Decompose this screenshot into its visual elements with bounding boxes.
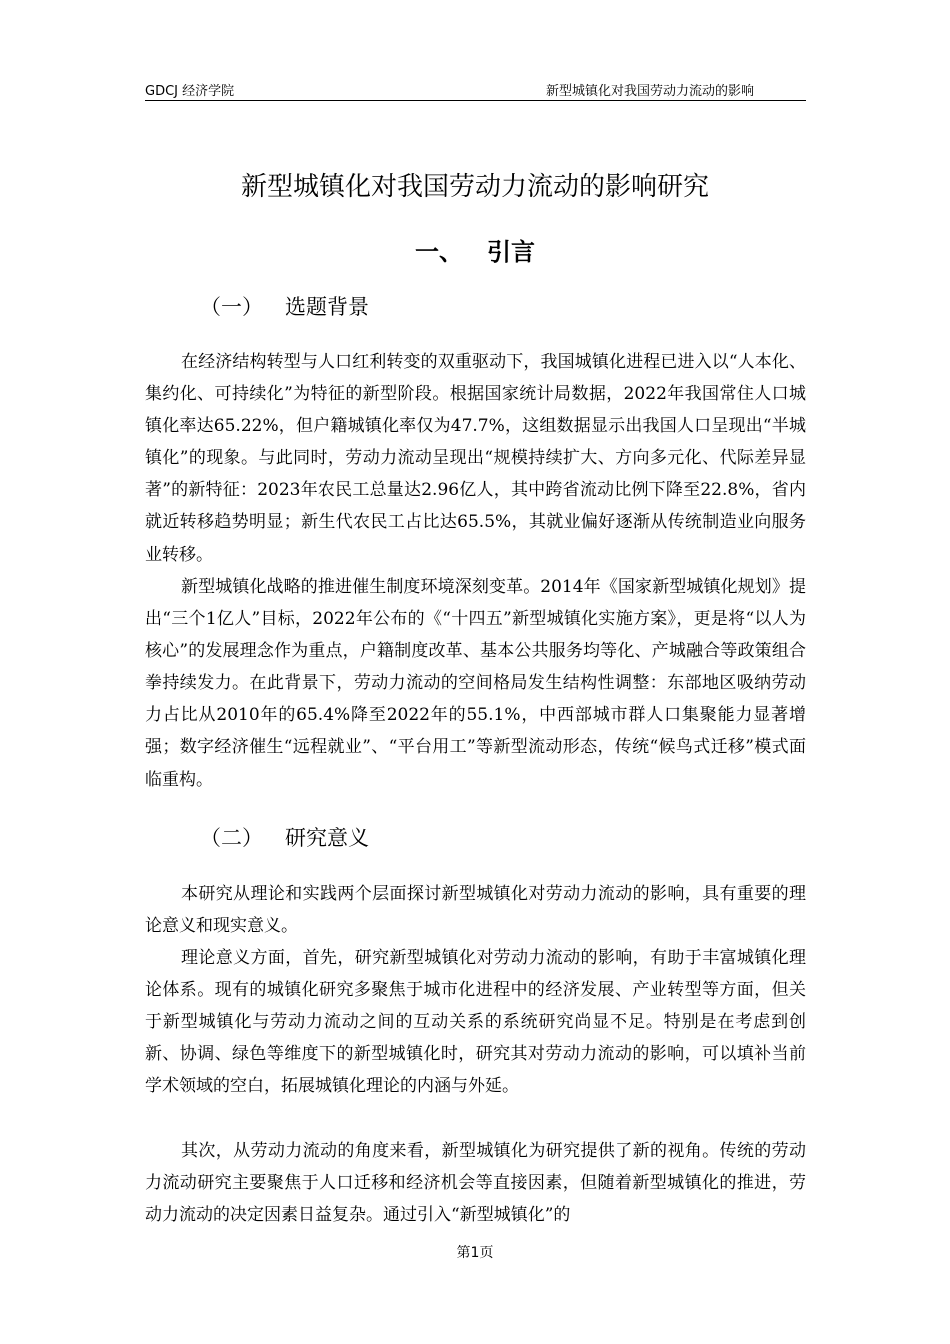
document-title: 新型城镇化对我国劳动力流动的影响研究 <box>240 172 709 202</box>
subsection-number: （二） <box>200 826 263 850</box>
section-heading <box>0 232 950 267</box>
section-title: 引言 <box>487 238 535 266</box>
subsection-heading-significance <box>200 822 369 852</box>
subsection-title: 选题背景 <box>285 295 369 319</box>
header-school: GDCJ 经济学院 <box>145 84 235 99</box>
paragraph-significance-3: 其次，从劳动力流动的角度来看，新型城镇化为研究提供了新的视角。传统的劳动力流动研究主要聚焦于人口迁移和经济机会等直接因素，但随着新型城镇化的推进，劳动力流动的决定因素日益复杂。通过引入“新型城镇化”的 <box>145 1141 806 1226</box>
paragraph-significance-2: 理论意义方面，首先，研究新型城镇化对劳动力流动的影响，有助于丰富城镇化理论体系。现有的城镇化研究多聚焦于城市化进程中的经济发展、产业转型等方面，但关于新型城镇化与劳动力流动之间的互动关系的系统研究尚显不足。特别是在考虑到创新、协调、绿色等维度下的新型城镇化时，研究其对劳动力流动的影响，可以填补当前学术领域的空白，拓展城镇化理论的内涵与外延。 <box>145 948 806 1097</box>
subsection-heading-background <box>200 291 369 321</box>
paragraph-background-1: 在经济结构转型与人口红利转变的双重驱动下，我国城镇化进程已进入以“人本化、集约化、可持续化”为特征的新型阶段。根据国家统计局数据，2022年我国常住人口城镇化率达65.22%，但户籍城镇化率仅为47.7%，这组数据显示出我国人口呈现出“半城镇化”的现象。与此同时，劳动力流动呈现出“规模持续扩大、方向多元化、代际差异显著”的新特征：2023年农民工总量达2.96亿人，其中跨省流动比例下降至22.8%，省内就近转移趋势明显；新生代农民工占比达65.5%，其就业偏好逐渐从传统制造业向服务业转移。 <box>145 352 806 565</box>
paragraph-background-2: 新型城镇化战略的推进催生制度环境深刻变革。2014年《国家新型城镇化规划》提出“三个1亿人”目标，2022年公布的《“十四五”新型城镇化实施方案》，更是将“以人为核心”的发展理念作为重点，户籍制度改革、基本公共服务均等化、产城融合等政策组合拳持续发力。在此背景下，劳动力流动的空间格局发生结构性调整：东部地区吸纳劳动力占比从2010年的65.4%降至2022年的55.1%，中西部城市群人口集聚能力显著增强；数字经济催生“远程就业”、“平台用工”等新型流动形态，传统“候鸟式迁移”模式面临重构。 <box>145 577 806 790</box>
section-number: 一、 <box>415 238 463 266</box>
page-number: 第1页 <box>456 1245 494 1261</box>
page-header <box>145 74 806 101</box>
subsection-title: 研究意义 <box>285 826 369 850</box>
header-running-title: 新型城镇化对我国劳动力流动的影响 <box>545 84 754 99</box>
paragraph-significance-1: 本研究从理论和实践两个层面探讨新型城镇化对劳动力流动的影响，具有重要的理论意义和现实意义。 <box>145 884 806 937</box>
subsection-number: （一） <box>200 295 263 319</box>
